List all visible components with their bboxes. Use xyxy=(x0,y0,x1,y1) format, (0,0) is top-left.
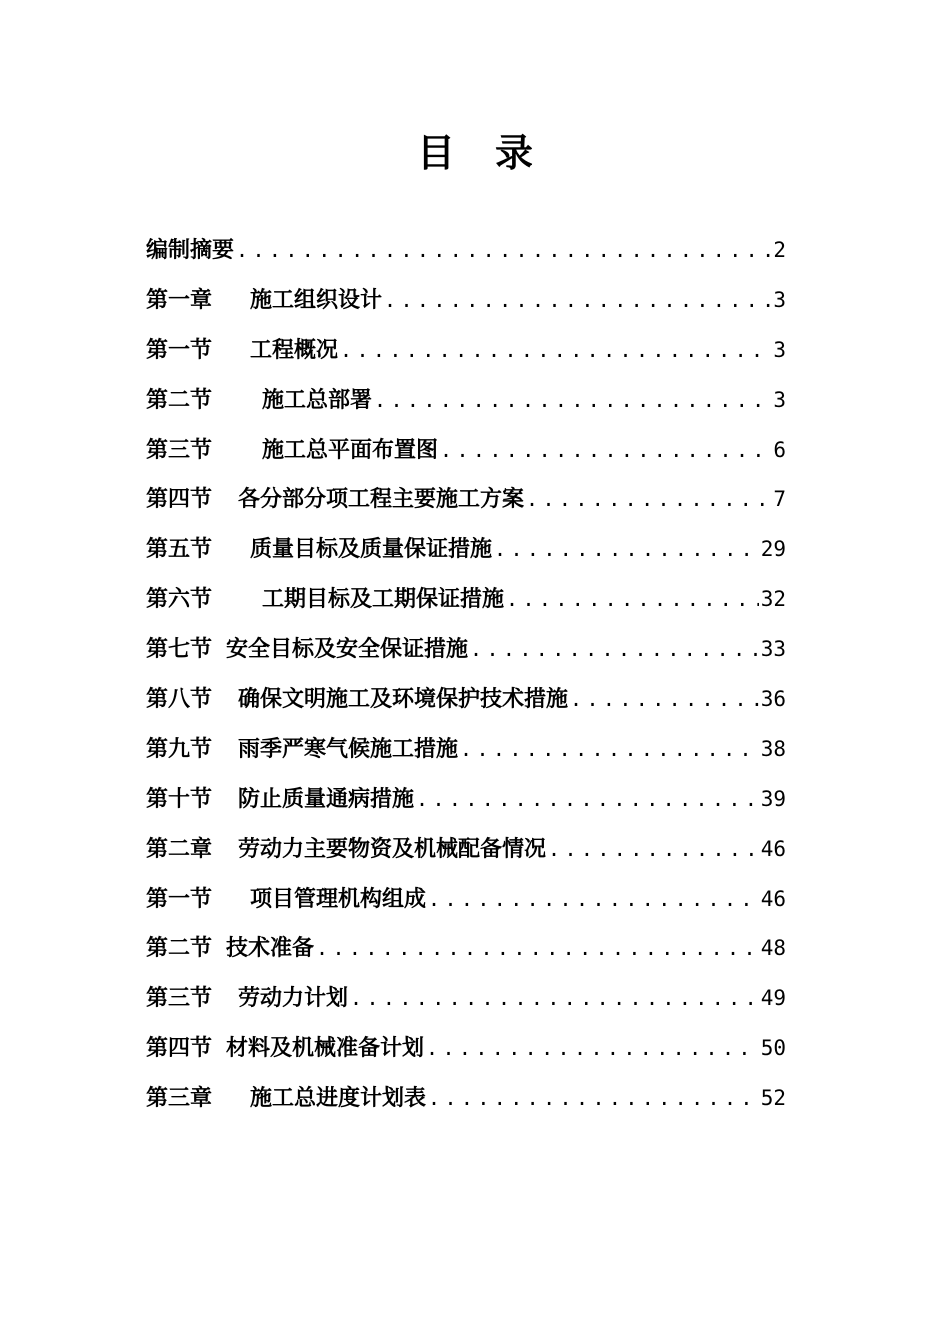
toc-entry-page-number: 29 xyxy=(760,537,786,562)
toc-leader-dots xyxy=(470,625,759,675)
toc-entry-title: 安全目标及安全保证措施 xyxy=(226,636,469,663)
toc-leader-dots xyxy=(494,525,759,575)
toc-entry-title: 工程概况 xyxy=(250,336,339,363)
toc-entry[interactable] xyxy=(146,725,786,775)
toc-entry[interactable] xyxy=(146,575,786,625)
toc-entry-number: 第二节 xyxy=(146,386,213,413)
toc-leader-dots xyxy=(236,226,771,276)
toc-entry-number: 第四节 xyxy=(146,486,213,513)
toc-entry-title: 各分部分项工程主要施工方案 xyxy=(238,486,525,513)
toc-entry-title: 劳动力主要物资及机械配备情况 xyxy=(238,835,547,862)
toc-entry[interactable] xyxy=(146,226,786,276)
toc-entry-title: 防止质量通病措施 xyxy=(238,785,415,812)
toc-leader-dots xyxy=(548,825,759,875)
toc-entry-page-number: 33 xyxy=(760,637,786,662)
toc-entry[interactable] xyxy=(146,276,786,326)
toc-entry-number: 第一章 xyxy=(146,286,213,313)
toc-entry-page-number: 48 xyxy=(760,936,786,961)
toc-entry-title: 施工总部署 xyxy=(262,386,373,413)
toc-entry[interactable] xyxy=(146,974,786,1024)
toc-entry[interactable] xyxy=(146,376,786,426)
toc-leader-dots xyxy=(350,974,759,1024)
toc-entry-title: 工期目标及工期保证措施 xyxy=(262,586,505,613)
toc-entry-title: 施工总进度计划表 xyxy=(250,1085,427,1112)
toc-entry-title: 确保文明施工及环境保护技术措施 xyxy=(238,686,569,713)
toc-title-char-2: 录 xyxy=(495,130,534,175)
toc-entry-number: 第四节 xyxy=(146,1035,213,1062)
toc-leader-dots xyxy=(340,326,771,376)
toc-entry-page-number: 3 xyxy=(773,387,786,412)
toc-entry-number: 第八节 xyxy=(146,686,213,713)
toc-title-char-1: 目 xyxy=(416,130,455,175)
toc-leader-dots xyxy=(526,475,771,525)
toc-entry-page-number: 46 xyxy=(760,836,786,861)
toc-entry-page-number: 32 xyxy=(760,587,786,612)
toc-entry-page-number: 7 xyxy=(773,487,786,512)
toc-entry-number: 第五节 xyxy=(146,536,213,563)
toc-entry-page-number: 39 xyxy=(760,786,786,811)
toc-entry[interactable] xyxy=(146,1024,786,1074)
toc-entry[interactable] xyxy=(146,775,786,825)
toc-entry-page-number: 50 xyxy=(760,1036,786,1061)
toc-entry-page-number: 2 xyxy=(773,238,786,262)
toc-leader-dots xyxy=(570,675,759,725)
toc-entry-title: 施工总平面布置图 xyxy=(262,436,439,463)
toc-entry-title: 材料及机械准备计划 xyxy=(226,1035,425,1062)
toc-entry-title: 质量目标及质量保证措施 xyxy=(250,536,493,563)
toc-leader-dots xyxy=(384,276,771,326)
toc-entry-number: 第二节 xyxy=(146,935,213,962)
toc-entry[interactable] xyxy=(146,675,786,725)
toc-entry-page-number: 46 xyxy=(760,886,786,911)
toc-entry-title: 项目管理机构组成 xyxy=(250,885,427,912)
toc-entry-number: 第九节 xyxy=(146,735,213,762)
toc-entry-number: 第三章 xyxy=(146,1085,213,1112)
toc-entry-title: 雨季严寒气候施工措施 xyxy=(238,735,459,762)
toc-entry[interactable] xyxy=(146,326,786,376)
toc-leader-dots xyxy=(374,376,771,426)
toc-entry-number: 第三节 xyxy=(146,985,213,1012)
toc-entry-page-number: 36 xyxy=(760,687,786,712)
toc-entry-number: 第七节 xyxy=(146,636,213,663)
toc-leader-dots xyxy=(440,426,771,476)
toc-entry-title: 施工组织设计 xyxy=(250,286,383,313)
toc-entry-page-number: 52 xyxy=(760,1086,786,1111)
toc-entry-page-number: 38 xyxy=(760,736,786,761)
toc-entry[interactable] xyxy=(146,475,786,525)
toc-entry-page-number: 6 xyxy=(773,437,786,462)
toc-entry-title: 劳动力计划 xyxy=(238,985,349,1012)
toc-entry-number: 第二章 xyxy=(146,835,213,862)
toc-entry-number: 第十节 xyxy=(146,785,213,812)
toc-entry-page-number: 3 xyxy=(773,337,786,362)
toc-entry-title: 编制摘要 xyxy=(146,237,235,263)
toc-entry-number: 第三节 xyxy=(146,436,213,463)
toc-entry[interactable] xyxy=(146,525,786,575)
toc-leader-dots xyxy=(416,775,759,825)
toc-title xyxy=(0,125,950,181)
toc-entry-number: 第一节 xyxy=(146,336,213,363)
toc-leader-dots xyxy=(428,1074,759,1124)
toc-entry[interactable] xyxy=(146,1074,786,1124)
toc-entry[interactable] xyxy=(146,426,786,476)
toc-leader-dots xyxy=(428,875,759,925)
toc-leader-dots xyxy=(460,725,759,775)
toc-entry[interactable] xyxy=(146,825,786,875)
table-of-contents xyxy=(146,226,786,1124)
toc-entry[interactable] xyxy=(146,875,786,925)
toc-leader-dots xyxy=(316,924,759,974)
toc-leader-dots xyxy=(426,1024,759,1074)
toc-entry-title: 技术准备 xyxy=(226,935,315,962)
toc-entry[interactable] xyxy=(146,924,786,974)
toc-entry-page-number: 3 xyxy=(773,287,786,312)
toc-entry-page-number: 49 xyxy=(760,986,786,1011)
toc-entry-number: 第六节 xyxy=(146,586,213,613)
toc-entry[interactable] xyxy=(146,625,786,675)
toc-entry-number: 第一节 xyxy=(146,885,213,912)
toc-leader-dots xyxy=(506,575,759,625)
